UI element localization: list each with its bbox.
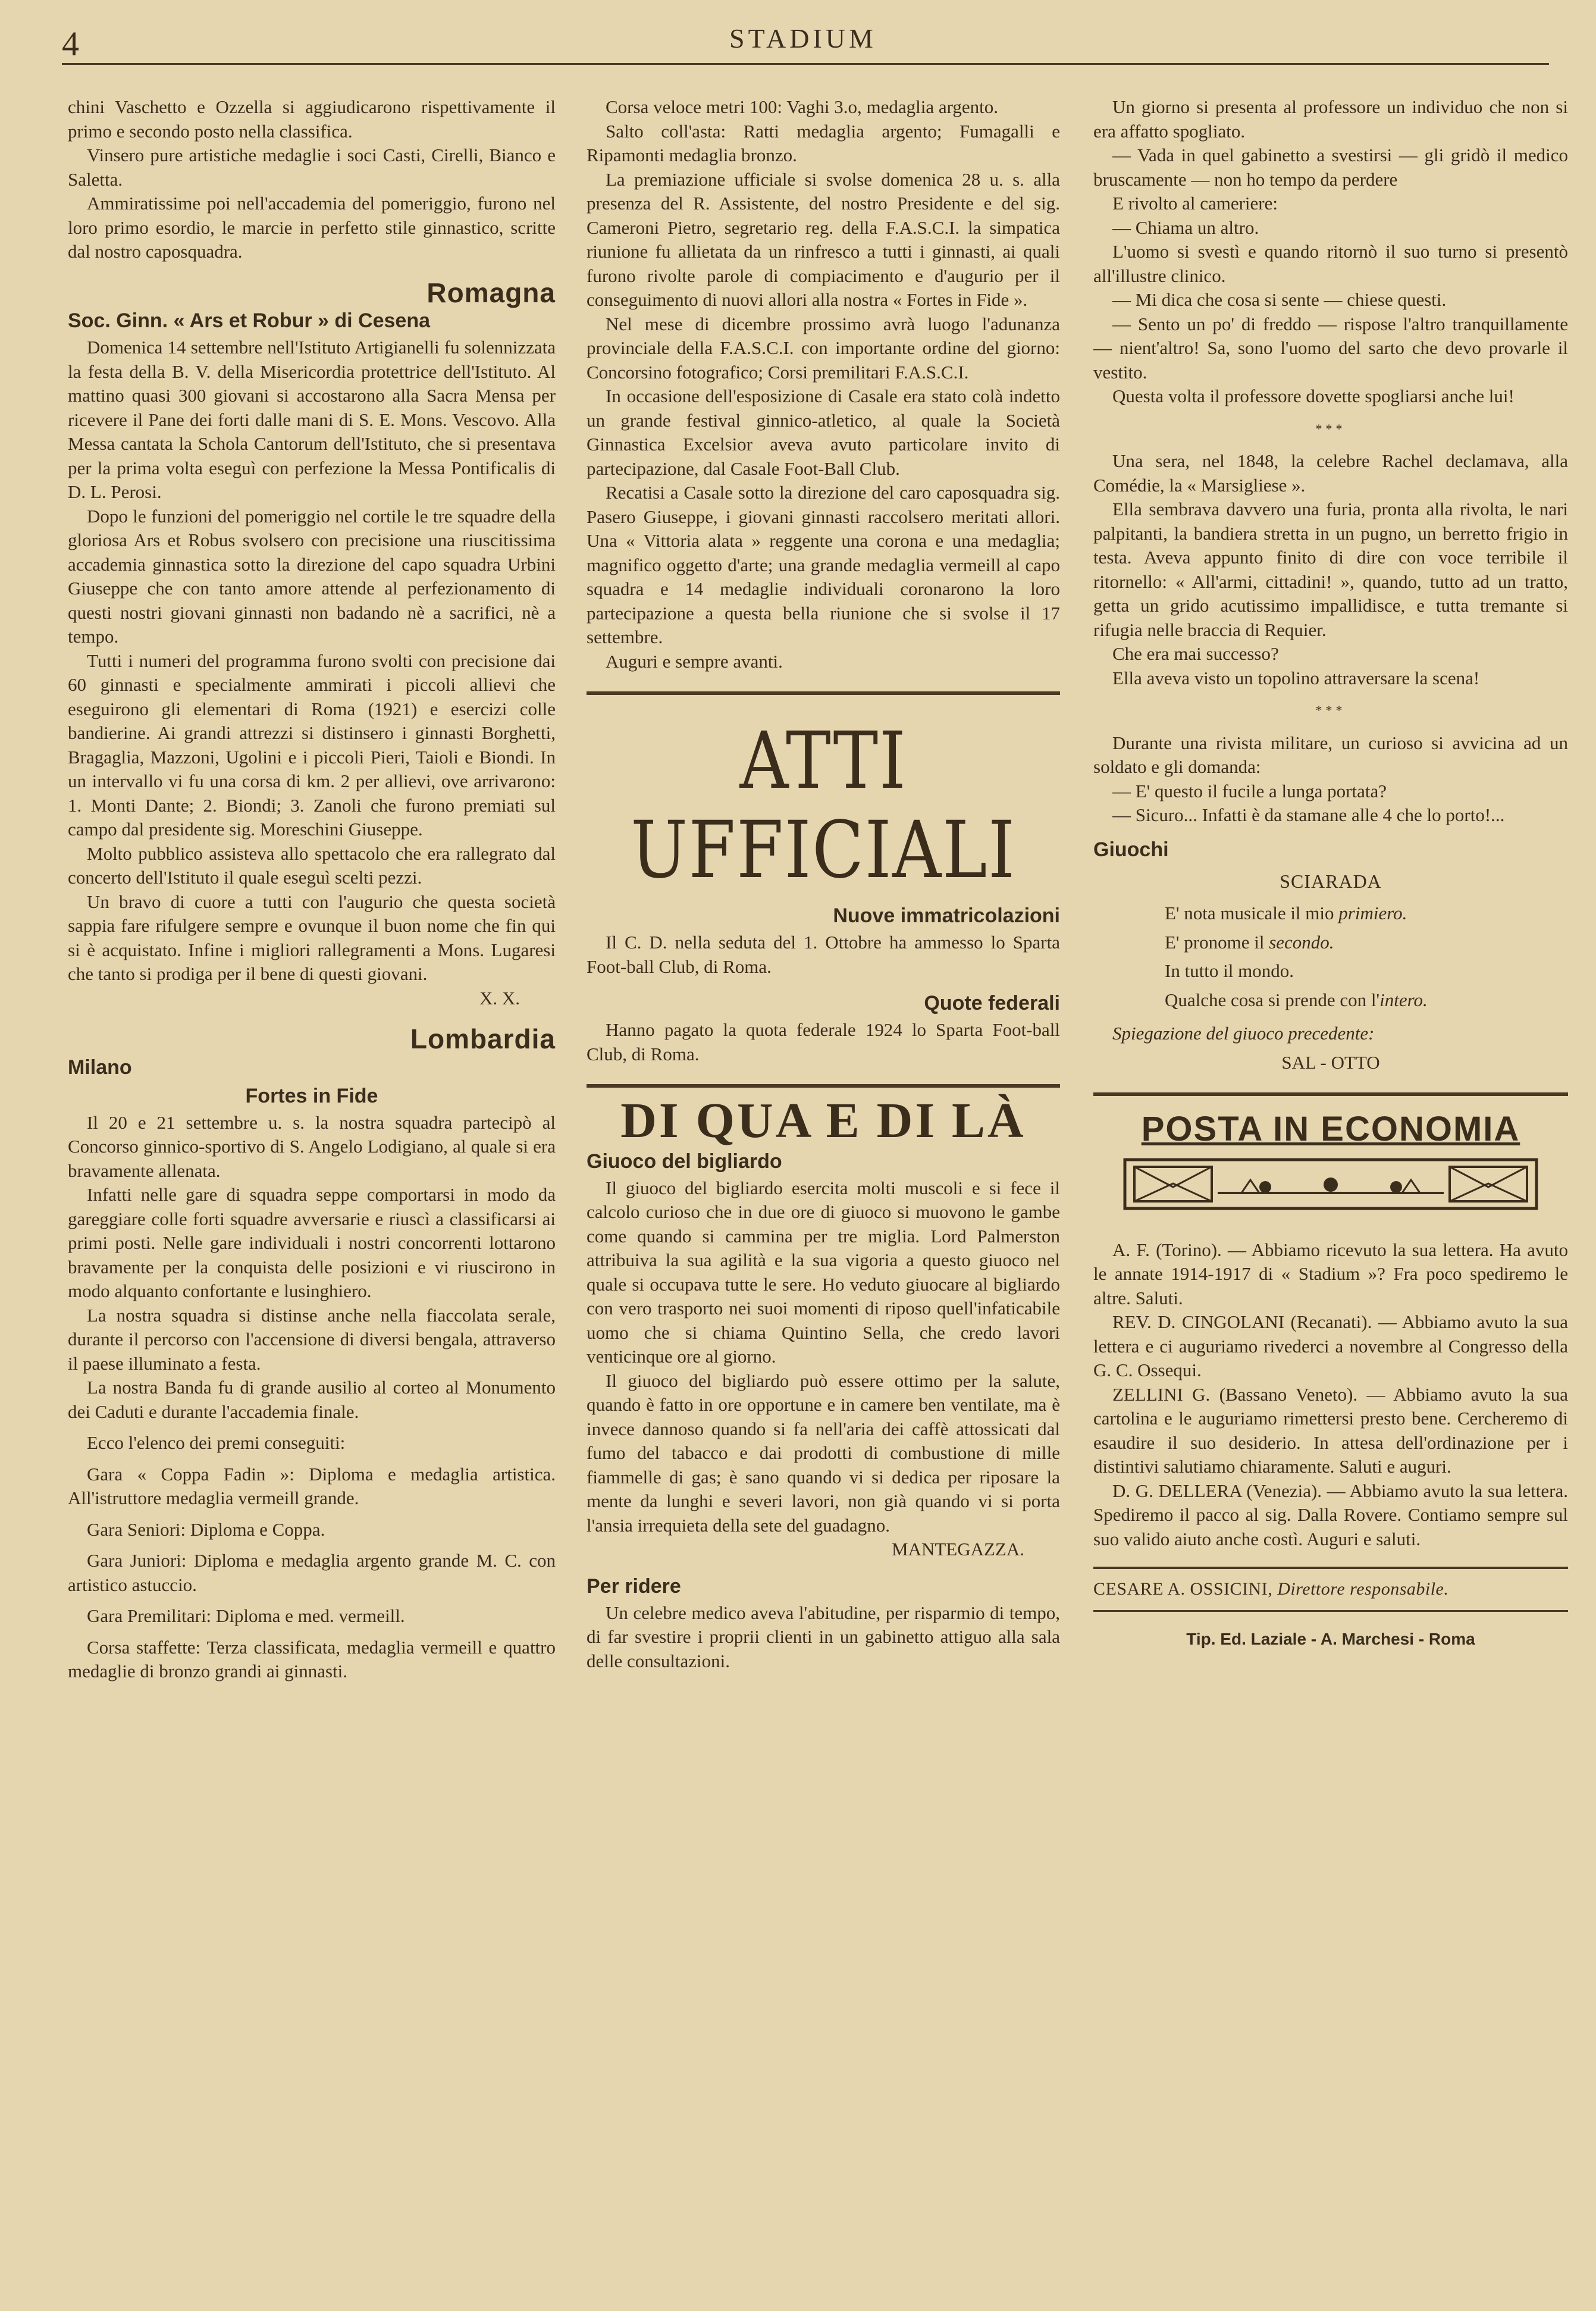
- page-number: 4: [62, 24, 79, 63]
- paragraph: Domenica 14 settembre nell'Istituto Artigianelli fu solennizzata la festa della B. V. della Misericordia protettrice dell'Istituto. Al mattino quasi 300 giovani si accostarono alla Sacra Mensa per ricevere il Pane dei forti dalle mani di S. E. Mons. Vescovo. Alla Messa cantata la Schola Cantorum dell'Istituto, che si presentava per la prima volta eseguì con perfezione la Messa Pontificalis di D. L. Perosi.: [68, 337, 556, 502]
- envelope-ornament-icon: [1122, 1151, 1539, 1217]
- subheading-bigliardo: Giuoco del bigliardo: [587, 1150, 782, 1173]
- paragraph: chini Vaschetto e Ozzella si aggiudicarono rispettivamente il primo e secondo posto nella classifica.: [68, 96, 556, 142]
- di-qua-di-la-title: DI QUA E DI LÀ: [620, 1093, 1026, 1148]
- column-3: [1093, 95, 1568, 1651]
- paragraph: La nostra Banda fu di grande ausilio al corteo al Monumento dei Caduti e durante l'accademia finale.: [68, 1377, 556, 1422]
- paragraph: Una sera, nel 1848, la celebre Rachel declamava, alla Comédie, la « Marsigliese ».: [1093, 450, 1568, 496]
- paragraph: ZELLINI G. (Bassano Veneto). — Abbiamo avuto la sua cartolina e le auguriamo rimettersi presto bene. Cercheremo di esaudire il suo desiderio. In attesa dell'ordinazione per i distintivi salutiamo chiaramente. Saluti e auguri.: [1093, 1383, 1568, 1477]
- paragraph: REV. D. CINGOLANI (Recanati). — Abbiamo avuto la sua lettera e ci auguriamo rivederci a novembre al Congresso della G. C. Ossequi.: [1093, 1311, 1568, 1380]
- poem-keyword: primiero.: [1338, 903, 1407, 923]
- paragraph: Infatti nelle gare di squadra seppe comportarsi in modo da gareggiare colle forti squadre avversarie e riuscì a classificarsi ai primi posti. Nelle gare individuali i nostri concorrenti lottarono bravamente per la conquista delle posizioni e vi riuscirono in modo alquanto confortante e lusinghiero.: [68, 1184, 556, 1301]
- printer-credit: Tip. Ed. Laziale - A. Marchesi - Roma: [1186, 1629, 1475, 1648]
- paragraph: Ammiratissime poi nell'accademia del pomeriggio, furono nel loro primo esordio, le marcie in perfetto stile ginnastico, scritte dal nostro caposquadra.: [68, 193, 556, 262]
- paragraph: Ecco l'elenco dei premi conseguiti:: [87, 1432, 346, 1453]
- paragraph: — Mi dica che cosa si sente — chiese questi.: [1112, 289, 1447, 310]
- paragraph: Un celebre medico aveva l'abitudine, per risparmio di tempo, di far svestire i proprii clienti in un gabinetto attiguo alla sala delle consultazioni.: [587, 1602, 1060, 1671]
- subheading-quote: Quote federali: [924, 992, 1060, 1014]
- paragraph: Tutti i numeri del programma furono svolti con precisione dai 60 ginnasti e specialmente ammirati i piccoli allievi che eseguirono gli elementari di Roma (1921) e esercizi colle bandierine. Ai grandi attrezzi si distinsero i ginnasti Borghetti, Bragaglia, Mazzoni, Ugolini e i piccoli Pieri, Taioli e Biondi. In un intervallo vi fu una corsa di km. 2 per allievi, ove arrivarono: 1. Monti Dante; 2. Biondi; 3. Zanoli che furono premiati sul campo dal presidente sig. Moreschini Giuseppe.: [68, 650, 556, 840]
- paragraph: La nostra squadra si distinse anche nella fiaccolata serale, durante il percorso con l'accensione di diversi bengala, attraverso il paese illuminato a festa.: [68, 1304, 556, 1374]
- society-heading: Fortes in Fide: [245, 1084, 378, 1107]
- section-divider: [587, 691, 1060, 695]
- subheading-per-ridere: Per ridere: [587, 1574, 681, 1598]
- paragraph: Ella sembrava davvero una furia, pronta alla rivolta, le nari palpitanti, la bandiera stretta in un pugno, un berretto frigio in testa. Aveva appunto finito di dire con voce terribile il ritornello: « All'armi, cittadini! », quando, tutto ad un tratto, getta un grido acutissimo impallidisce, e tutta tremante si rifugia nelle braccia di Requier.: [1093, 499, 1568, 640]
- header-rule: [62, 63, 1549, 65]
- paragraph: — Vada in quel gabinetto a svestirsi — gli gridò il medico bruscamente — non ho tempo da perdere: [1093, 145, 1568, 190]
- paragraph: Durante una rivista militare, un curioso si avvicina ad un soldato e gli domanda:: [1093, 732, 1568, 777]
- paragraph: Che era mai successo?: [1112, 643, 1279, 664]
- region-heading-romagna: Romagna: [427, 277, 556, 308]
- section-divider: [1093, 1567, 1568, 1569]
- poem-line: [1093, 988, 1568, 1013]
- solution-label: [1093, 1022, 1568, 1046]
- paragraph: L'uomo si svestì e quando ritornò il suo turno si presentò all'illustre clinico.: [1093, 241, 1568, 286]
- column-1: [68, 95, 556, 1691]
- section-divider: [587, 1084, 1060, 1088]
- paragraph: Questa volta il professore dovette spogliarsi anche lui!: [1112, 386, 1515, 406]
- section-divider: [1093, 1610, 1568, 1612]
- paragraph: Nel mese di dicembre prossimo avrà luogo l'adunanza provinciale della F.A.S.C.I. con importante ordine del giorno: Concorsino fotografico; Corsi premilitari F.A.S.C.I.: [587, 313, 1060, 383]
- paragraph: Recatisi a Casale sotto la direzione del caro caposquadra sig. Pasero Giuseppe, i giovani ginnasti raccolsero meritati allori. Una « Vittoria alata » reggente una corona e una medaglia; magnifico oggetto d'arte; una grande medaglia vermeill al capo squadra e 14 medaglie individuali coronarono la loro partecipazione a questa bella riunione che si svolse il 17 settembre.: [587, 482, 1060, 647]
- paragraph: Il C. D. nella seduta del 1. Ottobre ha ammesso lo Sparta Foot-ball Club, di Roma.: [587, 932, 1060, 977]
- paragraph: Molto pubblico assisteva allo spettacolo che era rallegrato dal concerto dell'Istituto il quale eseguì scelti pezzi.: [68, 843, 556, 888]
- signature: X. X.: [479, 987, 520, 1009]
- subheading-giuochi: Giuochi: [1093, 838, 1169, 861]
- poem-text: E' nota musicale il mio: [1165, 903, 1339, 923]
- section-divider: [1093, 1092, 1568, 1096]
- asterism: ***: [1315, 703, 1346, 718]
- paragraph: La premiazione ufficiale si svolse domenica 28 u. s. alla presenza del R. Assistente, del nostro Presidente e del sig. Cameroni Pietro, segretario reg. della F.A.S.C.I. la simpatica riunione fu allietata da un rinfresco a tutti i ginnasti, ai quali furono rivolte parole di compiacimento e d'augurio per il conseguimento di nuovi allori alla nostra « Fortes in Fide ».: [587, 168, 1060, 310]
- paragraph: Corsa veloce metri 100: Vaghi 3.o, medaglia argento.: [606, 96, 999, 117]
- prize-line: Corsa staffette: Terza classificata, medaglia vermeill e quattro medaglie di bronzo grandi ai ginnasti.: [68, 1636, 556, 1681]
- paragraph: Salto coll'asta: Ratti medaglia argento; Fumagalli e Ripamonti medaglia bronzo.: [587, 120, 1060, 165]
- prize-line: Gara Juniori: Diploma e medaglia argento grande M. C. con artistico astuccio.: [68, 1550, 556, 1595]
- posta-title: [1093, 1110, 1568, 1148]
- solution-label-text: Spiegazione del giuoco precedente:: [1112, 1023, 1375, 1044]
- city-heading: Milano: [68, 1056, 132, 1079]
- paragraph: Vinsero pure artistiche medaglie i soci Casti, Cirelli, Bianco e Saletta.: [68, 145, 556, 190]
- poem-keyword: secondo.: [1269, 931, 1334, 953]
- paragraph: Il giuoco del bigliardo esercita molti muscoli e si fece il calcolo curioso che in due ore di giuoco si muovono le gambe come quando si cammina per tre miglia. Lord Palmerston attribuiva la sua agilità e la sua vigoria a questo giuoco nel quale si occupava tutte le sere. Ho veduto giuocare al bigliardo con vero trasporto nei suoi momenti di riposo quell'infaticabile uomo che si chiama Quintino Sella, che credo lavori venticinque ore al giorno.: [587, 1177, 1060, 1367]
- sciarada-title: SCIARADA: [1280, 870, 1382, 892]
- paragraph: A. F. (Torino). — Abbiamo ricevuto la sua lettera. Ha avuto le annate 1914-1917 di « Stadium »? Fra poco spediremo le altre. Saluti.: [1093, 1239, 1568, 1308]
- signature: MANTEGAZZA.: [892, 1539, 1024, 1560]
- paragraph: Un bravo di cuore a tutti con l'augurio che questa società sappia fare rifulgere sempre e ovunque il buon nome che fin qui si è acquistato. Infine i migliori rallegramenti a Mons. Lugaresi che tanto si prodiga per il bene di questi giovani.: [68, 891, 556, 984]
- society-heading: Soc. Ginn. « Ars et Robur » di Cesena: [68, 309, 430, 332]
- paragraph: Dopo le funzioni del pomeriggio nel cortile le tre squadre della gloriosa Ars et Robus svolsero con precisione una riuscitissima accademia ginnastica sotto la direzione del capo squadra Urbini Giuseppe che con tanto amore attende al perfezionamento di questi nostri giovani ginnasti non badando nè a sacrifici, nè a tempo.: [68, 505, 556, 647]
- director-credit: [1093, 1577, 1568, 1602]
- director-role: Direttore responsabile.: [1277, 1579, 1449, 1599]
- prize-line: Gara Seniori: Diploma e Coppa.: [87, 1518, 325, 1540]
- poem-line: [1093, 931, 1568, 955]
- paragraph: Ella aveva visto un topolino attraversare la scena!: [1112, 667, 1480, 688]
- region-heading-lombardia: Lombardia: [410, 1023, 556, 1054]
- paragraph: D. G. DELLERA (Venezia). — Abbiamo avuto la sua lettera. Spediremo il pacco al sig. Dalla Rovere. Contiamo sempre sul suo valido aiuto anche costì. Auguri e saluti.: [1093, 1480, 1568, 1549]
- paragraph: — E' questo il fucile a lunga portata?: [1112, 780, 1387, 801]
- paragraph: E rivolto al cameriere:: [1112, 193, 1278, 214]
- poem-text: Qualche cosa si prende con l': [1165, 989, 1380, 1010]
- poem-text: E' pronome il: [1165, 931, 1269, 953]
- subheading-immatricolazioni: Nuove immatricolazioni: [833, 904, 1060, 927]
- director-name: CESARE A. OSSICINI,: [1093, 1579, 1273, 1599]
- atti-ufficiali-title: ATTI UFFICIALI: [631, 715, 1016, 896]
- paragraph: — Sicuro... Infatti è da stamane alle 4 che lo porto!...: [1112, 804, 1505, 825]
- paragraph: In occasione dell'esposizione di Casale era stato colà indetto un grande festival ginnico-atletico, al quale la Società Ginnastica Excelsior aveva avuto particolare invito di partecipazione, dal Casale Foot-Ball Club.: [587, 386, 1060, 479]
- poem-line: [1093, 901, 1568, 926]
- paragraph: Un giorno si presenta al professore un individuo che non si era affatto spogliato.: [1093, 96, 1568, 142]
- paragraph: Hanno pagato la quota federale 1924 lo Sparta Foot-ball Club, di Roma.: [587, 1019, 1060, 1064]
- prize-line: Gara « Coppa Fadin »: Diploma e medaglia artistica. All'istruttore medaglia vermeill grande.: [68, 1463, 556, 1508]
- prize-line: Gara Premilitari: Diploma e med. vermeill.: [87, 1605, 405, 1626]
- paragraph: — Chiama un altro.: [1112, 217, 1259, 238]
- paragraph: Auguri e sempre avanti.: [606, 650, 783, 672]
- poem-line: In tutto il mondo.: [1165, 960, 1294, 981]
- asterism: ***: [1315, 421, 1346, 436]
- column-2: [587, 95, 1060, 1673]
- posta-title-text: POSTA IN ECONOMIA: [1141, 1110, 1520, 1148]
- paragraph: — Sento un po' di freddo — rispose l'altro tranquillamente — nient'altro! Sa, sono l'uomo del sarto che devo provarle il vestito.: [1093, 313, 1568, 383]
- poem-keyword: intero.: [1379, 989, 1428, 1010]
- paragraph: Il 20 e 21 settembre u. s. la nostra squadra partecipò al Concorso ginnico-sportivo di S. Angelo Lodigiano, al quale si era bravamente allenata.: [68, 1111, 556, 1181]
- masthead-title: STADIUM: [729, 23, 877, 54]
- paragraph: Il giuoco del bigliardo può essere ottimo per la salute, quando è fatto in ore opportune e in camere ben ventilate, ma è invece dannoso quando si fa nell'aria dei caffè attossicati dal fumo del tabacco e dai prodotti di combustione di mille fiammelle di gas; è sano quando vi si dedica per riposare la mente da lunghi e severi lavori, non già quando vi si porta l'ansia irrequieta della sete del guadagno.: [587, 1370, 1060, 1536]
- solution-answer: SAL - OTTO: [1281, 1051, 1380, 1073]
